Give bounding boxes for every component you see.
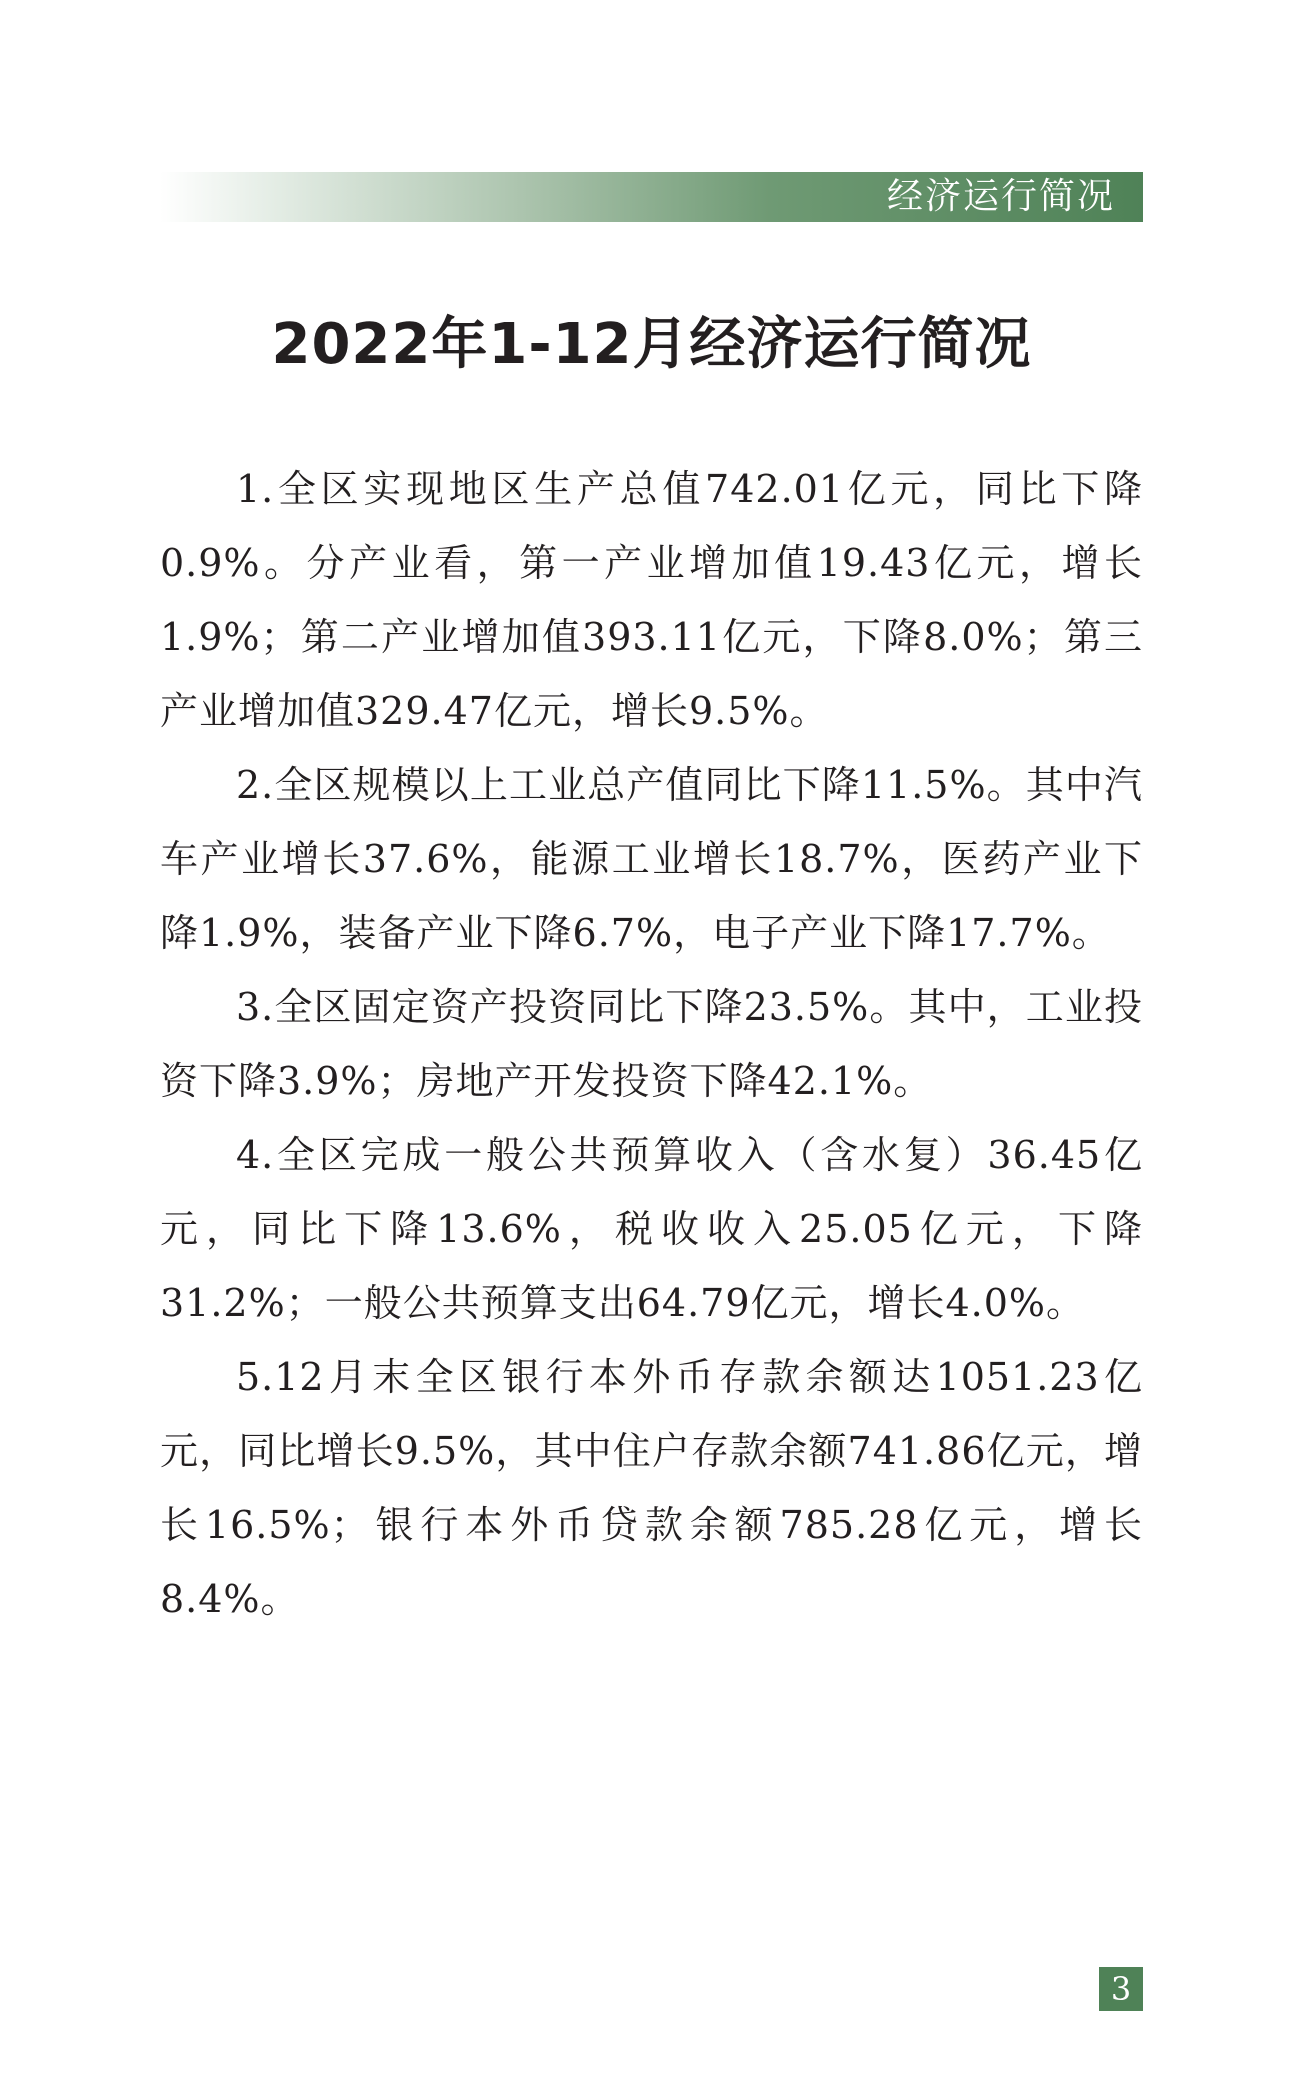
paragraph-bank-deposits: 5.12月末全区银行本外币存款余额达1051.23亿元，同比增长9.5%，其中住户存款余额741.86亿元，增长16.5%；银行本外币贷款余额785.28亿元，增长8.4%。 [160,1355,1143,1621]
paragraph-public-budget: 4.全区完成一般公共预算收入（含水复）36.45亿元，同比下降13.6%，税收收入25.05亿元，下降31.2%；一般公共预算支出64.79亿元，增长4.0%。 [160,1133,1143,1325]
page-number-badge: 3 [1099,1967,1143,2011]
paragraph-gdp: 1.全区实现地区生产总值742.01亿元，同比下降0.9%。分产业看，第一产业增加值19.43亿元，增长1.9%；第二产业增加值393.11亿元，下降8.0%；第三产业增加值329.47亿元，增长9.5%。 [160,467,1143,733]
paragraph-fixed-investment: 3.全区固定资产投资同比下降23.5%。其中，工业投资下降3.9%；房地产开发投资下降42.1%。 [160,985,1143,1103]
page-title: 2022年1-12月经济运行简况 [271,312,1032,377]
section-header-banner [160,172,1143,222]
paragraph-industrial-output: 2.全区规模以上工业总产值同比下降11.5%。其中汽车产业增长37.6%，能源工业增长18.7%，医药产业下降1.9%，装备产业下降6.7%，电子产业下降17.7%。 [160,763,1143,955]
section-header-label: 经济运行简况 [886,176,1115,217]
body-text [160,452,1143,1636]
